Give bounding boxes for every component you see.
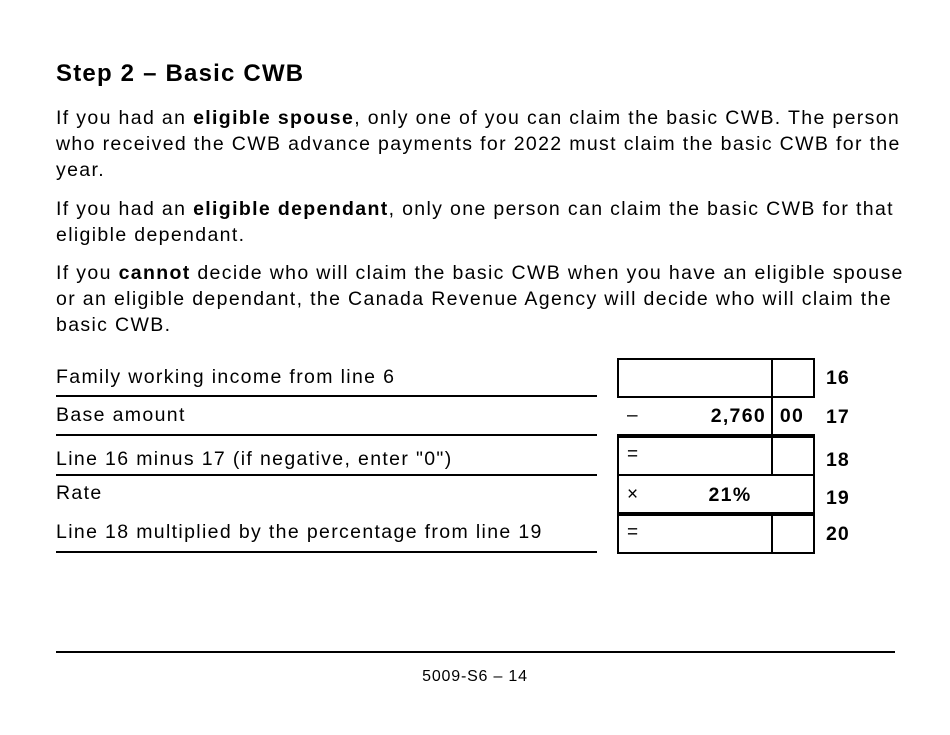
- line-20-dollars-field[interactable]: [617, 514, 773, 554]
- paragraph-emphasis: eligible spouse: [193, 107, 355, 129]
- line-17-minus-sign: –: [627, 405, 638, 426]
- line-19-rate-value: 21%: [708, 484, 752, 506]
- line-16-label: Family working income from line 6: [56, 366, 396, 388]
- line-16-rule: [56, 395, 597, 397]
- line-16-number: 16: [826, 367, 850, 389]
- line-17-cents-divider: [771, 398, 773, 434]
- line-19-multiply-sign: ×: [627, 484, 639, 505]
- line-20-rule: [56, 551, 597, 553]
- line-18-rule: [56, 474, 597, 476]
- line-19-left-border: [617, 476, 619, 514]
- paragraph-text: , only one of you can claim the basic CWB. The person who received the CWB advance payments for 2022 must claim the basic CWB for the year.: [56, 107, 901, 181]
- page-title: Step 2 – Basic CWB: [56, 60, 305, 87]
- line-19-right-border: [813, 476, 815, 514]
- paragraph-text: , only one person can claim the basic CWB for that eligible dependant.: [56, 198, 894, 246]
- line-16-cents-field[interactable]: [771, 358, 815, 398]
- eligible-spouse-paragraph: [56, 105, 916, 183]
- line-17-dollars-value: 2,760: [710, 405, 766, 427]
- paragraph-text: If you had an: [56, 107, 194, 129]
- line-19-number: 19: [826, 487, 850, 509]
- line-18-label: Line 16 minus 17 (if negative, enter "0"): [56, 448, 453, 470]
- line-20-cents-field[interactable]: [771, 514, 815, 554]
- paragraph-emphasis: cannot: [118, 262, 191, 284]
- line-16-dollars-field[interactable]: [617, 358, 773, 398]
- paragraph-text: decide who will claim the basic CWB when you have an eligible spouse or an eligible dependant, the Canada Revenue Agency will decide who will claim the basic CWB.: [56, 262, 904, 336]
- line-20-number: 20: [826, 523, 850, 545]
- line-17-label: Base amount: [56, 404, 186, 426]
- paragraph-emphasis: eligible dependant: [193, 198, 389, 220]
- paragraph-text: If you had an: [56, 198, 194, 220]
- line-17-cents-value: 00: [779, 405, 805, 427]
- line-17-number: 17: [826, 406, 850, 428]
- line-18-dollars-field[interactable]: [617, 436, 773, 476]
- paragraph-text: If you: [56, 262, 119, 284]
- page-footer: 5009-S6 – 14: [422, 668, 528, 685]
- footer-rule: [56, 651, 895, 653]
- line-20-equals-sign: =: [627, 522, 639, 543]
- eligible-dependant-paragraph: [56, 196, 916, 248]
- line-19-label: Rate: [56, 482, 103, 504]
- line-18-number: 18: [826, 449, 850, 471]
- line-20-label: Line 18 multiplied by the percentage from line 19: [56, 521, 543, 543]
- line-17-rule: [56, 434, 597, 436]
- line-18-equals-sign: =: [627, 444, 639, 465]
- cannot-decide-paragraph: [56, 260, 916, 338]
- line-18-cents-field[interactable]: [771, 436, 815, 476]
